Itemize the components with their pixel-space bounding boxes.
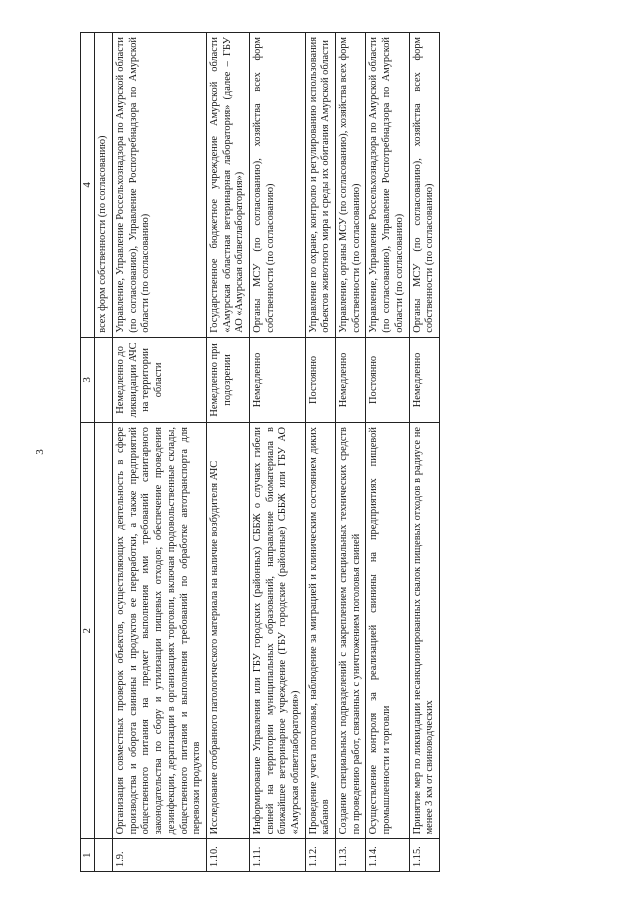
row-measure: Принятие мер по ликвидации несанкционированных свалок пищевых отходов в радиусе не менее 3 км от свиноводческих	[409, 423, 439, 839]
row-executor: Управление по охране, контролю и регулированию использования объектов животного мира и среды их обитания Амурской области	[305, 33, 335, 338]
table-header-row	[81, 33, 95, 872]
row-number: 1.11.	[249, 839, 305, 872]
row-number: 1.12.	[305, 839, 335, 872]
row-measure: Осуществление контроля за реализацией свинины на предприятиях пищевой промышленности и торговли	[366, 423, 409, 839]
table-row	[249, 33, 305, 872]
row-term: Немедленно до ликвидации АЧС на территории области	[113, 337, 207, 422]
header-col-3: 3	[81, 337, 95, 422]
row-executor: Управление, Управление Россельхознадзора по Амурской области (по согласованию), Управление Роспотребнадзора по Амурской области (по согласованию)	[366, 33, 409, 338]
row-term	[95, 337, 113, 422]
row-executor: Управление, органы МСУ (по согласованию), хозяйства всех форм собственности (по согласованию)	[336, 33, 366, 338]
rotated-page-content	[80, 32, 560, 872]
row-term: Постоянно	[366, 337, 409, 422]
table-row	[113, 33, 207, 872]
page-number: 3	[34, 449, 46, 455]
row-number: 1.15.	[409, 839, 439, 872]
row-executor: Государственное бюджетное учреждение Амурской области «Амурская областная ветеринарная лаборатория» (далее – ГБУ АО «Амурская облветлаборатория»)	[206, 33, 249, 338]
row-executor: всех форм собственности (по согласованию)	[95, 33, 113, 338]
row-term: Немедленно	[336, 337, 366, 422]
row-number: 1.10.	[206, 839, 249, 872]
row-measure: Создание специальных подразделений с закреплением специальных технических средств по проведению работ, связанных с уничтожением поголовья свиней	[336, 423, 366, 839]
table-row	[336, 33, 366, 872]
row-measure: Информирование Управления или ГБУ городских (районных) СББЖ о случаях гибели свиней на территории муниципальных образований, направление биоматериала в ближайшее ветеринарное учреждение (ГБУ городские (районные) СББЖ или ГБУ АО «Амурская облветлаборатория»)	[249, 423, 305, 839]
row-number	[95, 839, 113, 872]
row-number: 1.14.	[366, 839, 409, 872]
row-measure	[95, 423, 113, 839]
header-col-4: 4	[81, 33, 95, 338]
table-row	[95, 33, 113, 872]
measures-table	[80, 32, 440, 872]
row-executor: Органы МСУ (по согласованию), хозяйства всех форм собственности (по согласованию)	[409, 33, 439, 338]
row-executor: Управление, Управление Россельхознадзора по Амурской области (по согласованию), Управление Роспотребнадзора по Амурской области (по согласованию)	[113, 33, 207, 338]
row-number: 1.13.	[336, 839, 366, 872]
row-term: Немедленно	[409, 337, 439, 422]
row-term: Немедленно при подозрении	[206, 337, 249, 422]
row-number: 1.9.	[113, 839, 207, 872]
row-executor: Органы МСУ (по согласованию), хозяйства всех форм собственности (по согласованию)	[249, 33, 305, 338]
row-term: Немедленно	[249, 337, 305, 422]
table-row	[366, 33, 409, 872]
row-measure: Проведение учета поголовья, наблюдение за миграцией и клиническим состоянием диких кабанов	[305, 423, 335, 839]
table-row	[409, 33, 439, 872]
header-col-1: 1	[81, 839, 95, 872]
table-row	[206, 33, 249, 872]
header-col-2: 2	[81, 423, 95, 839]
row-term: Постоянно	[305, 337, 335, 422]
row-measure: Организация совместных проверок объектов, осуществляющих деятельность в сфере производства и оборота свинины и продуктов ее переработки, а также предприятий общественного питания на предмет выполнения ими требований санитарного законодательства по сбору и утилизации пищевых отходов; обеспечение проведения дезинфекции, дератизации в организациях торговли, включая продовольственные склады, общественного питания и выполнения требований по обработке автотранспорта для перевозки продуктов	[113, 423, 207, 839]
table-row	[305, 33, 335, 872]
row-measure: Исследование отобранного патологического материала на наличие возбудителя АЧС	[206, 423, 249, 839]
